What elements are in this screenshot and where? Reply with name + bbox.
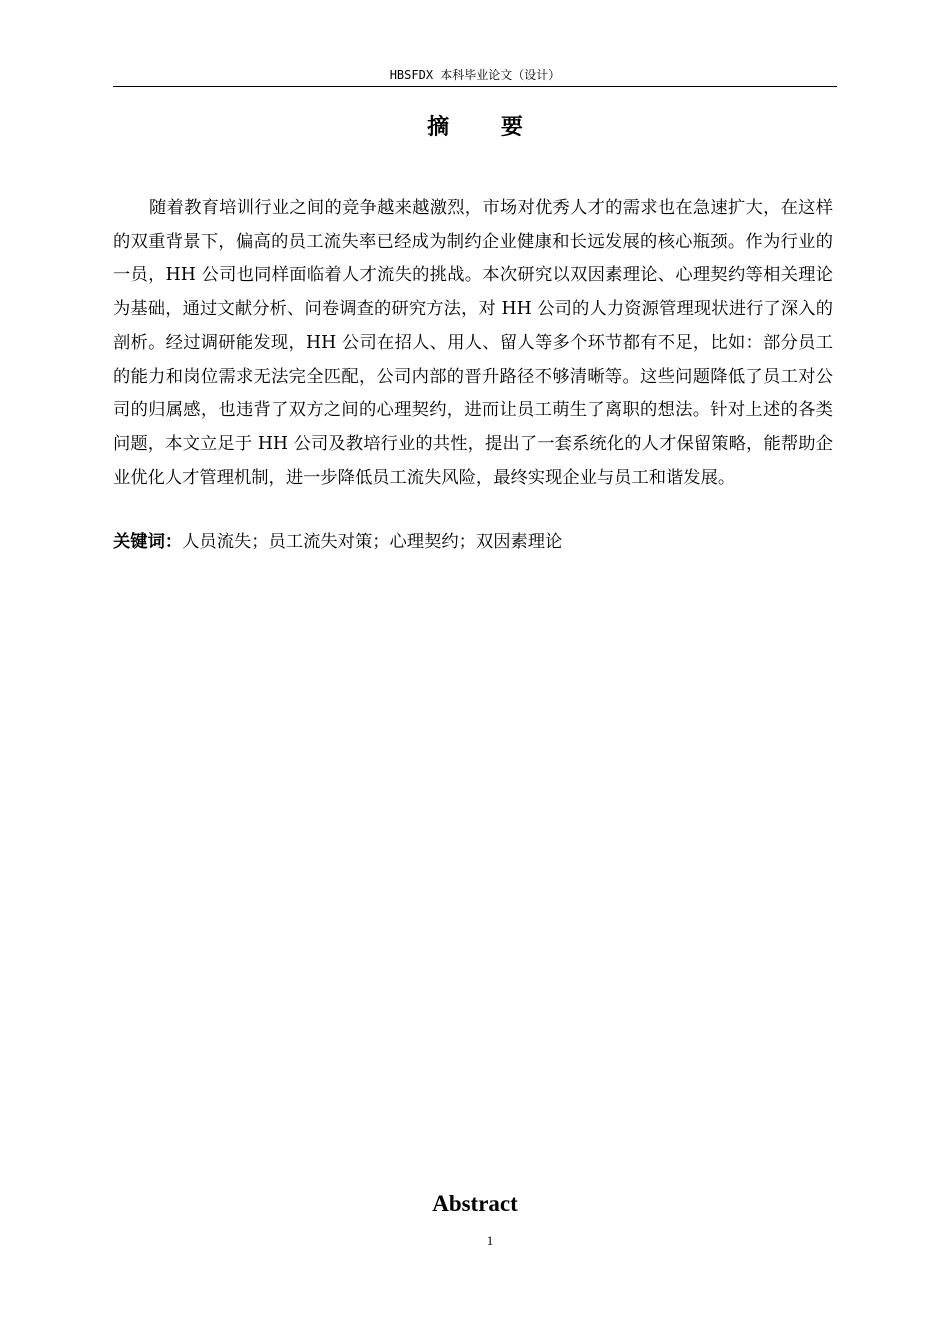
page-number: 1 [486,1233,494,1248]
page-header [113,66,837,87]
abstract-body-text: 随着教育培训行业之间的竞争越来越激烈，市场对优秀人才的需求也在急速扩大，在这样的双重背景下，偏高的员工流失率已经成为制约企业健康和长远发展的核心瓶颈。作为行业的一员，HH 公司也同样面临着人才流失的挑战。本次研究以双因素理论、心理契约等相关理论为基础，通过文献分析、问卷调查的研究方法，对 HH 公司的人力资源管理现状进行了深入的剖析。经过调研能发现，HH 公司在招人、用人、留人等多个环节都有不足，比如：部分员工的能力和岗位需求无法完全匹配，公司内部的晋升路径不够清晰等。这些问题降低了员工对公司的归属感，也违背了双方之间的心理契约，进而让员工萌生了离职的想法。针对上述的各类问题，本文立足于 HH 公司及教培行业的共性，提出了一套系统化的人才保留策略，能帮助企业优化人才管理机制，进一步降低员工流失风险，最终实现企业与员工和谐发展。 [113,198,833,488]
keywords-line [113,526,837,558]
keywords-label: 关键词： [113,532,183,552]
header-text: HBSFDX 本科毕业论文（设计） [389,68,561,82]
abstract-title-chinese: 摘 要 [427,115,545,140]
keywords-list: 人员流失；员工流失对策；心理契约；双因素理论 [182,532,563,552]
abstract-title-english: Abstract [432,1191,518,1216]
